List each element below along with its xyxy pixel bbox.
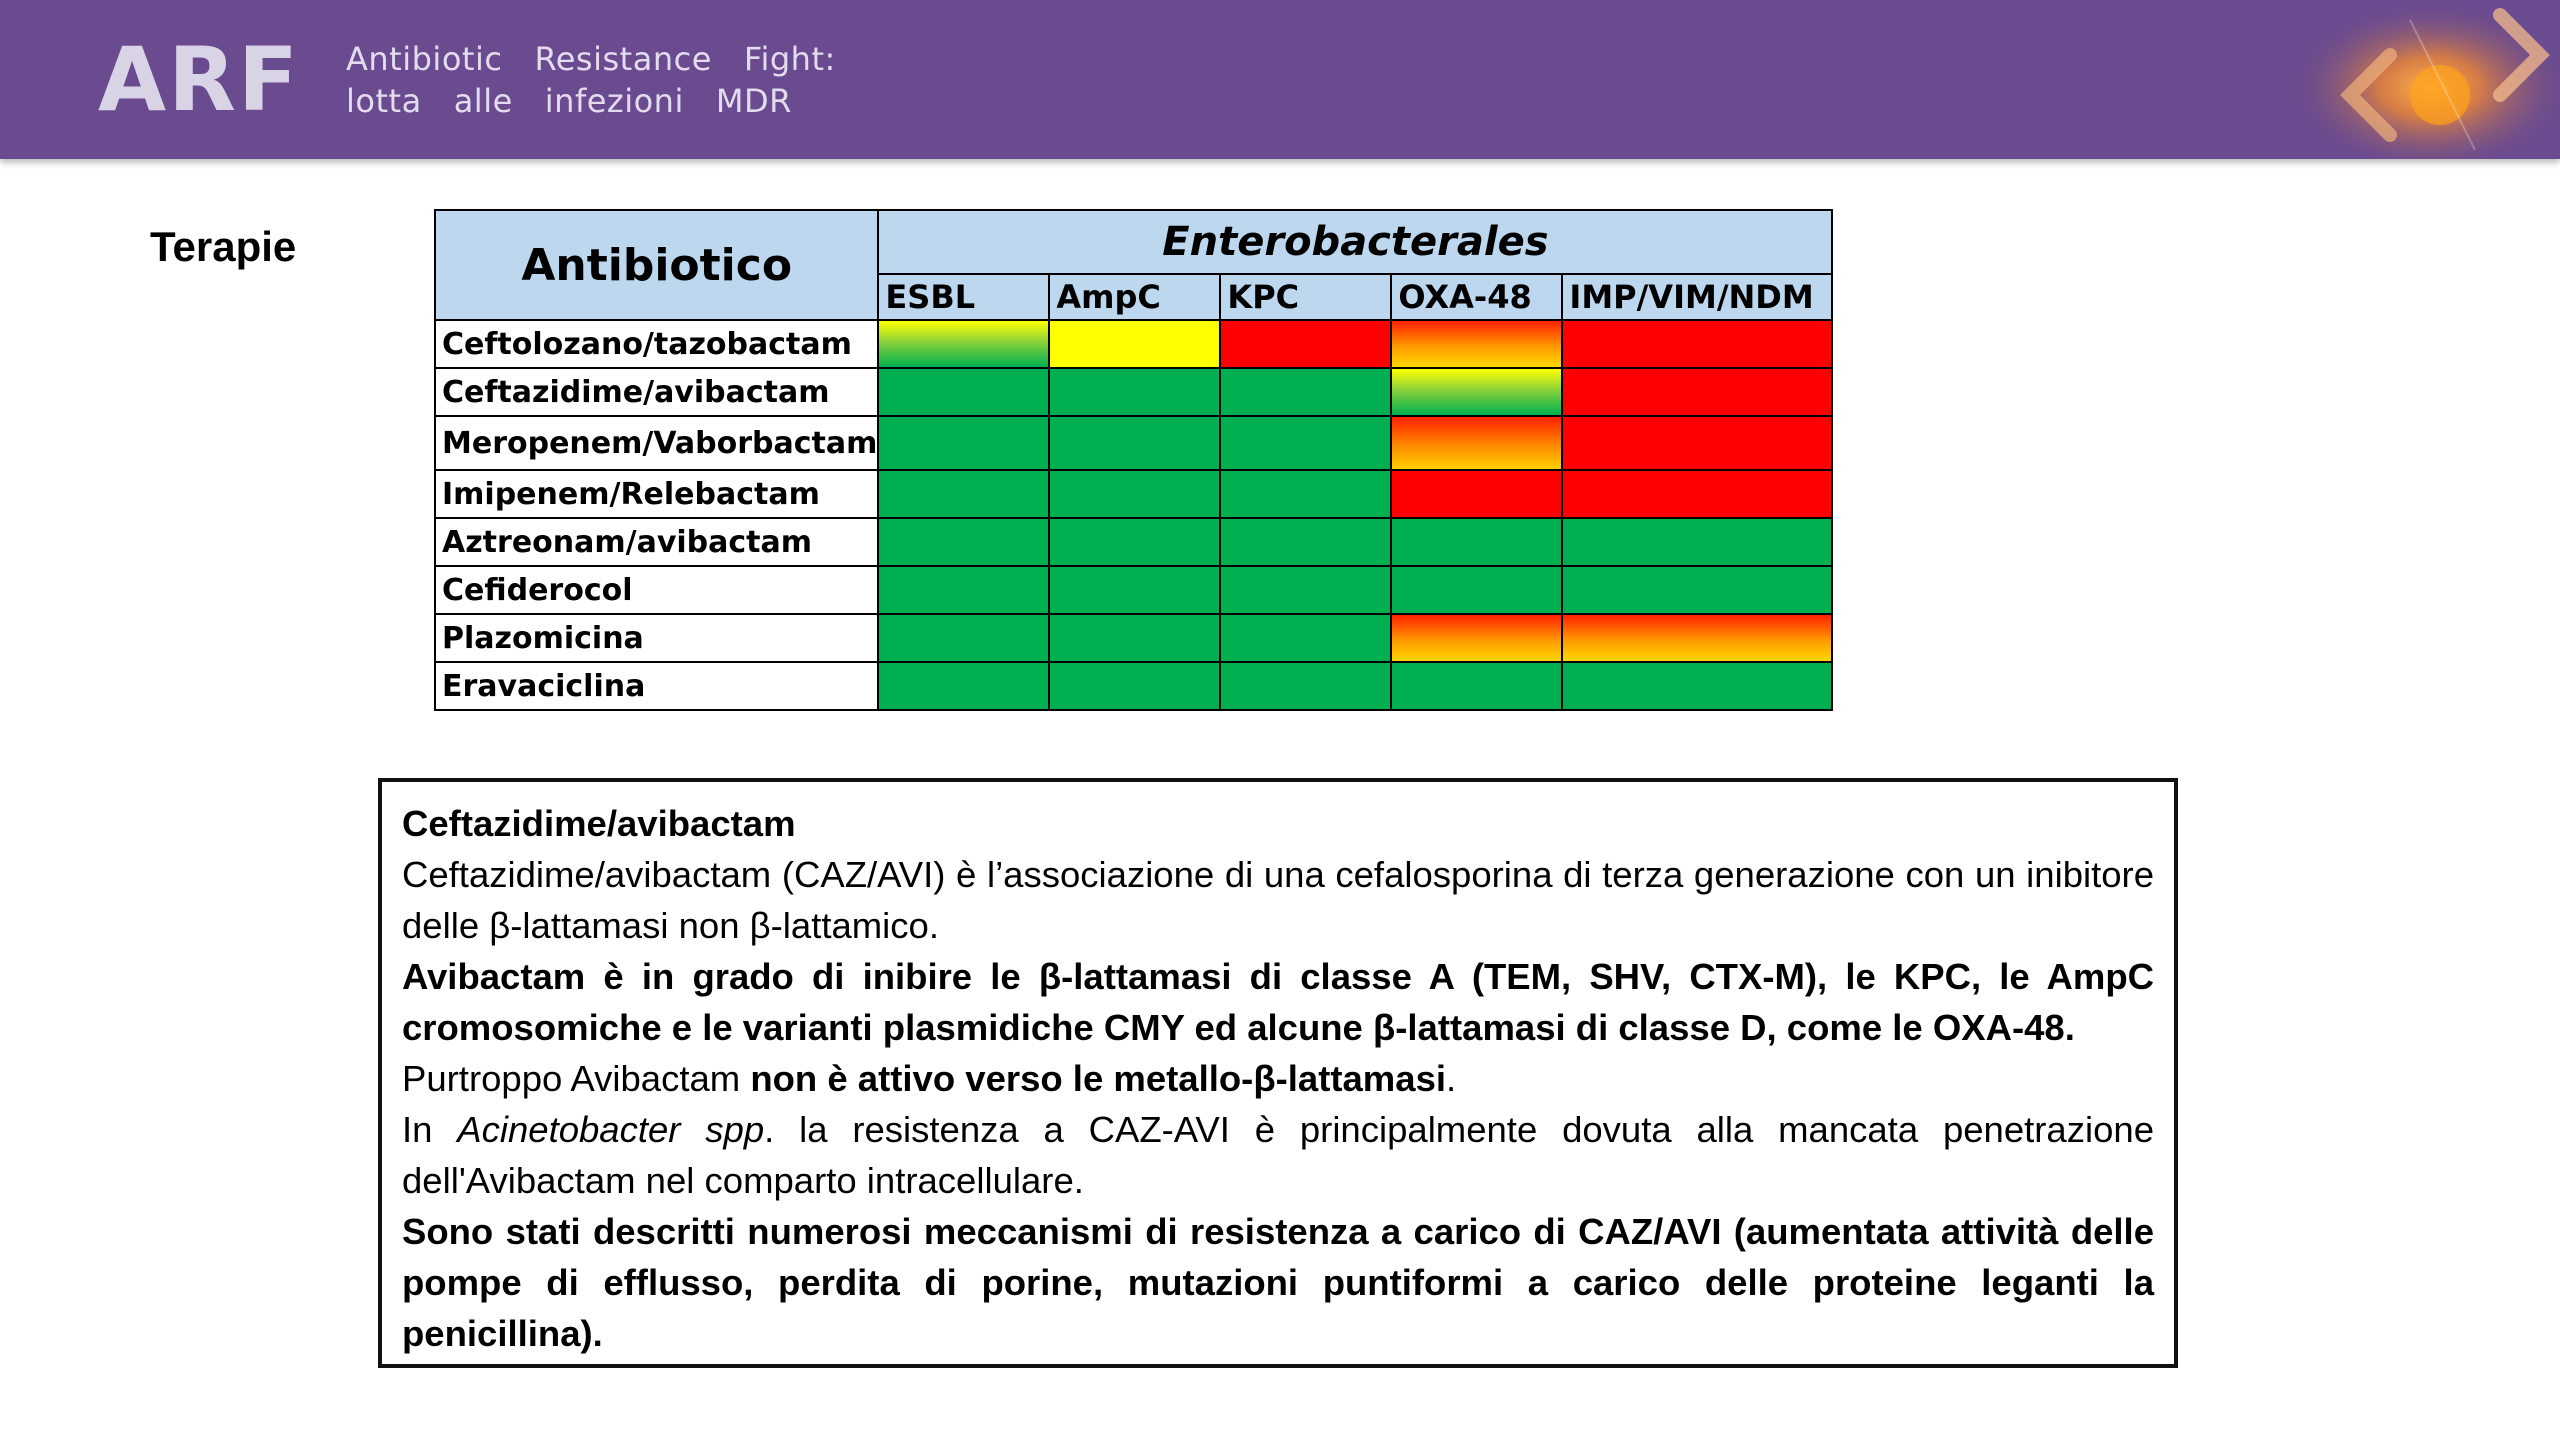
activity-cell	[1049, 518, 1220, 566]
table-row	[435, 320, 1832, 368]
activity-cell	[1562, 320, 1832, 368]
activity-cell	[1220, 368, 1391, 416]
activity-cell	[1049, 416, 1220, 470]
info-p4-text-c: . la resistenza a CAZ-AVI è principalmente dovuta alla mancata penetrazione dell'Avibactam nel comparto intracellulare.	[402, 1109, 2154, 1201]
activity-cell	[1049, 320, 1220, 368]
activity-cell	[1220, 566, 1391, 614]
info-paragraph-2: Avibactam è in grado di inibire le β-lattamasi di classe A (TEM, SHV, CTX-M), le KPC, le AmpC cromosomiche e le varianti plasmidiche CMY ed alcune β-lattamasi di classe D, come le OXA-48.	[402, 956, 2154, 1048]
drug-name: Imipenem/Relebactam	[435, 470, 878, 518]
table-row	[435, 368, 1832, 416]
activity-cell	[1391, 518, 1562, 566]
activity-cell	[878, 320, 1049, 368]
tagline-line-2: lotta alle infezioni MDR	[346, 82, 792, 120]
activity-cell	[1391, 566, 1562, 614]
info-title: Ceftazidime/avibactam	[402, 803, 796, 844]
info-p3-text-a: Purtroppo Avibactam	[402, 1058, 751, 1099]
activity-cell	[1049, 368, 1220, 416]
info-paragraph-3	[402, 1053, 2154, 1104]
activity-cell	[1220, 320, 1391, 368]
chevron-glow-decoration-icon	[2300, 0, 2560, 159]
table-row	[435, 566, 1832, 614]
info-p4-text-a: In	[402, 1109, 458, 1150]
activity-cell	[1049, 614, 1220, 662]
drug-name: Ceftazidime/avibactam	[435, 368, 878, 416]
drug-name: Plazomicina	[435, 614, 878, 662]
drug-name: Cefiderocol	[435, 566, 878, 614]
arf-logo: ARF	[98, 28, 300, 131]
antibiotic-column-header: Antibiotico	[435, 210, 878, 320]
column-header-kpc: KPC	[1220, 274, 1391, 320]
info-p3-text-c: .	[1446, 1058, 1457, 1099]
activity-cell	[1220, 614, 1391, 662]
activity-cell	[1562, 368, 1832, 416]
section-title: Terapie	[150, 223, 297, 270]
activity-cell	[1391, 662, 1562, 710]
activity-cell	[1391, 320, 1562, 368]
drug-name: Aztreonam/avibactam	[435, 518, 878, 566]
drug-name: Ceftolozano/tazobactam	[435, 320, 878, 368]
tagline-line-1: Antibiotic Resistance Fight:	[346, 40, 836, 78]
table-row	[435, 614, 1832, 662]
activity-cell	[1049, 470, 1220, 518]
activity-cell	[1220, 518, 1391, 566]
activity-cell	[878, 614, 1049, 662]
activity-cell	[878, 416, 1049, 470]
table-row	[435, 518, 1832, 566]
activity-cell	[1562, 518, 1832, 566]
activity-cell	[878, 518, 1049, 566]
table-row	[435, 470, 1832, 518]
activity-cell	[878, 470, 1049, 518]
info-text-box	[378, 778, 2178, 1368]
info-paragraph-4	[402, 1104, 2154, 1206]
activity-cell	[1562, 470, 1832, 518]
activity-table-wrapper	[434, 209, 1833, 711]
activity-cell	[1049, 566, 1220, 614]
activity-cell	[1391, 470, 1562, 518]
column-header-ampc: AmpC	[1049, 274, 1220, 320]
table-header-row-1	[435, 210, 1832, 274]
info-paragraph-5: Sono stati descritti numerosi meccanismi di resistenza a carico di CAZ/AVI (aumentata attività delle pompe di efflusso, perdita di porine, mutazioni puntiformi a carico delle proteine leganti la penicillina).	[402, 1211, 2154, 1354]
column-header-imp-vim-ndm: IMP/VIM/NDM	[1562, 274, 1832, 320]
activity-cell	[1220, 470, 1391, 518]
info-p3-text-bold: non è attivo verso le metallo-β-lattamasi	[750, 1058, 1447, 1099]
activity-cell	[878, 662, 1049, 710]
activity-cell	[1562, 614, 1832, 662]
activity-cell	[1391, 416, 1562, 470]
activity-cell	[1391, 614, 1562, 662]
activity-cell	[1562, 566, 1832, 614]
table-row	[435, 662, 1832, 710]
column-header-oxa48: OXA-48	[1391, 274, 1562, 320]
info-p4-text-italic: Acinetobacter spp	[457, 1109, 765, 1150]
table-row	[435, 416, 1832, 470]
header-banner	[0, 0, 2560, 159]
activity-cell	[1220, 416, 1391, 470]
activity-cell	[1049, 662, 1220, 710]
activity-cell	[1220, 662, 1391, 710]
column-header-esbl: ESBL	[878, 274, 1049, 320]
activity-cell	[1562, 416, 1832, 470]
antibiotic-activity-table	[434, 209, 1833, 711]
drug-name: Meropenem/Vaborbactam	[435, 416, 878, 470]
activity-cell	[1391, 368, 1562, 416]
activity-cell	[1562, 662, 1832, 710]
info-paragraph-1: Ceftazidime/avibactam (CAZ/AVI) è l’associazione di una cefalosporina di terza generazione con un inibitore delle β-lattamasi non β-lattamico.	[402, 854, 2154, 946]
activity-cell	[878, 368, 1049, 416]
activity-cell	[878, 566, 1049, 614]
enterobacterales-group-header: Enterobacterales	[878, 210, 1832, 274]
drug-name: Eravaciclina	[435, 662, 878, 710]
header-tagline	[346, 38, 836, 122]
